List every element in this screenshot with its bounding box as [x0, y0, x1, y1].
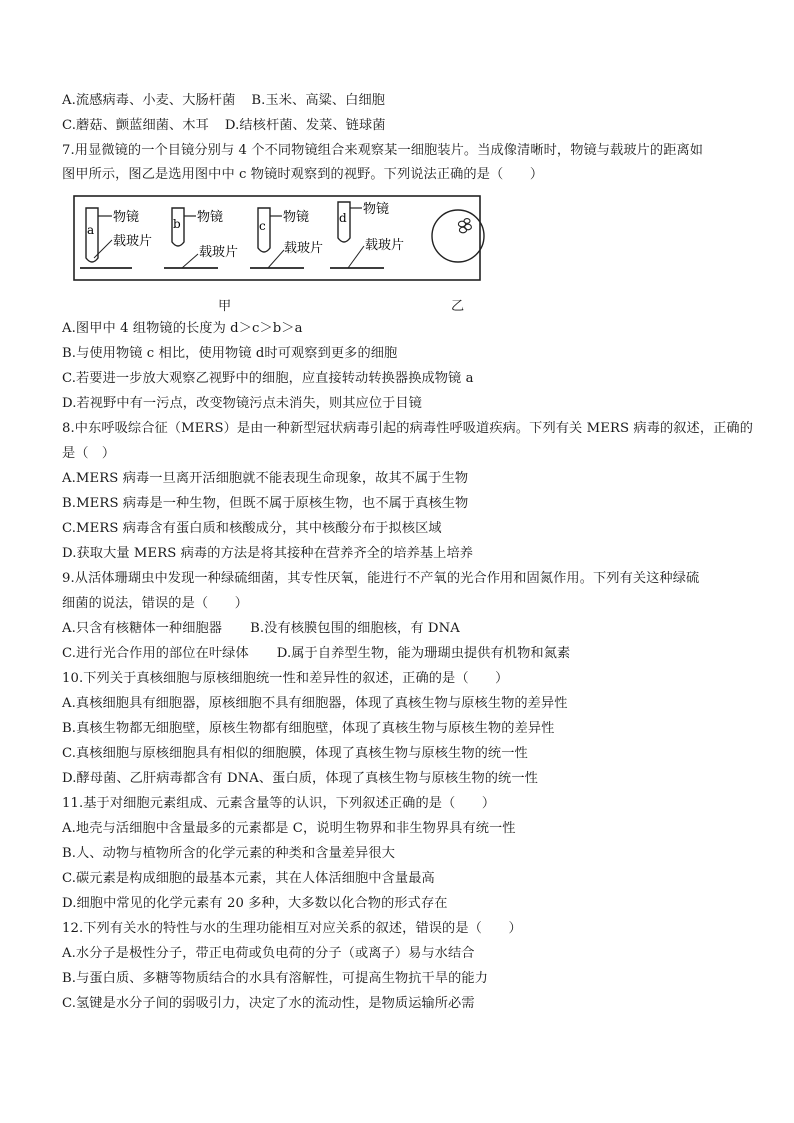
lens-d-slide-label: 载玻片 [365, 238, 405, 253]
q8-stem-line-1: 8.中东呼吸综合征（MERS）是由一种新型冠状病毒引起的病毒性呼吸道疾病。下列有关 MERS 病毒的叙述，正确的 [62, 421, 753, 436]
q9-options-row-2 [62, 645, 570, 663]
lens-c-label: 物镜 [283, 210, 310, 225]
q8-stem-line-2: 是（ ） [62, 446, 116, 461]
q6-options-row-1 [62, 92, 385, 110]
q6-option-a: A.流感病毒、小麦、大肠杆菌 [62, 93, 236, 108]
q12-option-b: B.与蛋白质、多糖等物质结合的水具有溶解性，可提高生物抗干旱的能力 [62, 971, 488, 986]
q11-option-b: B.人、动物与植物所含的化学元素的种类和含量差异很大 [62, 846, 395, 861]
q10-stem: 10.下列关于真核细胞与原核细胞统一性和差异性的叙述，正确的是（ ） [62, 671, 509, 686]
cell-cluster [458, 219, 471, 233]
lens-d-label: 物镜 [363, 202, 390, 217]
q7-stem-line-2: 图甲所示，图乙是选用图中中 c 物镜时观察到的视野。下列说法正确的是（ ） [62, 167, 544, 182]
q11-stem: 11.基于对细胞元素组成、元素含量等的认识，下列叙述正确的是（ ） [62, 796, 496, 811]
q7-stem-line-1: 7.用显微镜的一个目镜分别与 4 个不同物镜组合来观察某一细胞装片。当成像清晰时，物镜与载玻片的距离如 [62, 143, 704, 158]
q9-stem-line-1: 9.从活体珊瑚虫中发现一种绿硫细菌，其专性厌氧，能进行不产氧的光合作用和固氮作用。下列有关这种绿硫 [62, 571, 700, 586]
figure-yi-field-of-view [430, 196, 486, 280]
q10-option-a: A.真核细胞具有细胞器，原核细胞不具有细胞器，体现了真核生物与原核生物的差异性 [62, 696, 568, 711]
q8-option-b: B.MERS 病毒是一种生物，但既不属于原核生物，也不属于真核生物 [62, 496, 469, 511]
figure-yi-label: 乙 [451, 299, 465, 314]
q11-option-c: C.碳元素是构成细胞的最基本元素，其在人体活细胞中含量最高 [62, 871, 435, 886]
q10-option-c: C.真核细胞与原核细胞具有相似的细胞膜，体现了真核生物与原核生物的统一性 [62, 746, 528, 761]
q12-option-c: C.氢键是水分子间的弱吸引力，决定了水的流动性，是物质运输所必需 [62, 996, 475, 1011]
q11-option-d: D.细胞中常见的化学元素有 20 多种，大多数以化合物的形式存在 [62, 896, 448, 911]
lens-b-letter: b [173, 217, 181, 231]
q6-option-c: C.蘑菇、颤蓝细菌、木耳 [62, 118, 209, 133]
q9-option-a: A.只含有核糖体一种细胞器 [62, 621, 223, 636]
figure-jia-label: 甲 [218, 299, 232, 314]
q7-option-a: A.图甲中 4 组物镜的长度为 d＞c＞b＞a [62, 321, 303, 336]
q8-option-c: C.MERS 病毒含有蛋白质和核酸成分，其中核酸分布于拟核区域 [62, 521, 442, 536]
lens-c-letter: c [259, 219, 266, 233]
q9-option-c: C.进行光合作用的部位在叶绿体 [62, 646, 249, 661]
q6-option-d: D.结核杆菌、发菜、链球菌 [224, 118, 386, 133]
q9-option-d: D.属于自养型生物，能为珊瑚虫提供有机物和氮素 [276, 646, 571, 661]
q8-option-a: A.MERS 病毒一旦离开活细胞就不能表现生命现象，故其不属于生物 [62, 471, 469, 486]
q12-option-a: A.水分子是极性分子，带正电荷或负电荷的分子（或离子）易与水结合 [62, 946, 475, 961]
lens-b-slide-label: 载玻片 [199, 245, 239, 260]
q10-option-d: D.酵母菌、乙肝病毒都含有 DNA、蛋白质，体现了真核生物与原核生物的统一性 [62, 771, 538, 786]
q7-option-d: D.若视野中有一污点，改变物镜污点未消失，则其应位于目镜 [62, 396, 422, 411]
lens-a-label: 物镜 [113, 210, 140, 225]
q11-option-a: A.地壳与活细胞中含量最多的元素都是 C，说明生物界和非生物界具有统一性 [62, 821, 516, 836]
q8-option-d: D.获取大量 MERS 病毒的方法是将其接种在营养齐全的培养基上培养 [62, 546, 474, 561]
q7-option-b: B.与使用物镜 c 相比，使用物镜 d时可观察到更多的细胞 [62, 346, 398, 361]
q9-options-row-1 [62, 620, 460, 638]
lens-b-label: 物镜 [197, 210, 224, 225]
q9-stem-line-2: 细菌的说法，错误的是（ ） [62, 596, 249, 611]
q7-option-c: C.若要进一步放大观察乙视野中的细胞，应直接转动转换器换成物镜 a [62, 371, 474, 386]
q10-option-b: B.真核生物都无细胞壁，原核生物都有细胞壁，体现了真核生物与原核生物的差异性 [62, 721, 555, 736]
q12-stem: 12.下列有关水的特性与水的生理功能相互对应关系的叙述，错误的是（ ） [62, 921, 522, 936]
lens-a-letter: a [87, 223, 95, 237]
lens-d-letter: d [339, 211, 347, 225]
figure-jia-objectives [72, 194, 482, 284]
q6-option-b: B.玉米、高粱、白细胞 [251, 93, 386, 108]
q9-option-b: B.没有核膜包围的细胞核，有 DNA [250, 621, 460, 636]
lens-c-slide-label: 载玻片 [284, 241, 324, 256]
field-of-view-circle [432, 210, 484, 262]
q6-options-row-2 [62, 117, 386, 135]
lens-a-slide-label: 载玻片 [113, 234, 153, 249]
